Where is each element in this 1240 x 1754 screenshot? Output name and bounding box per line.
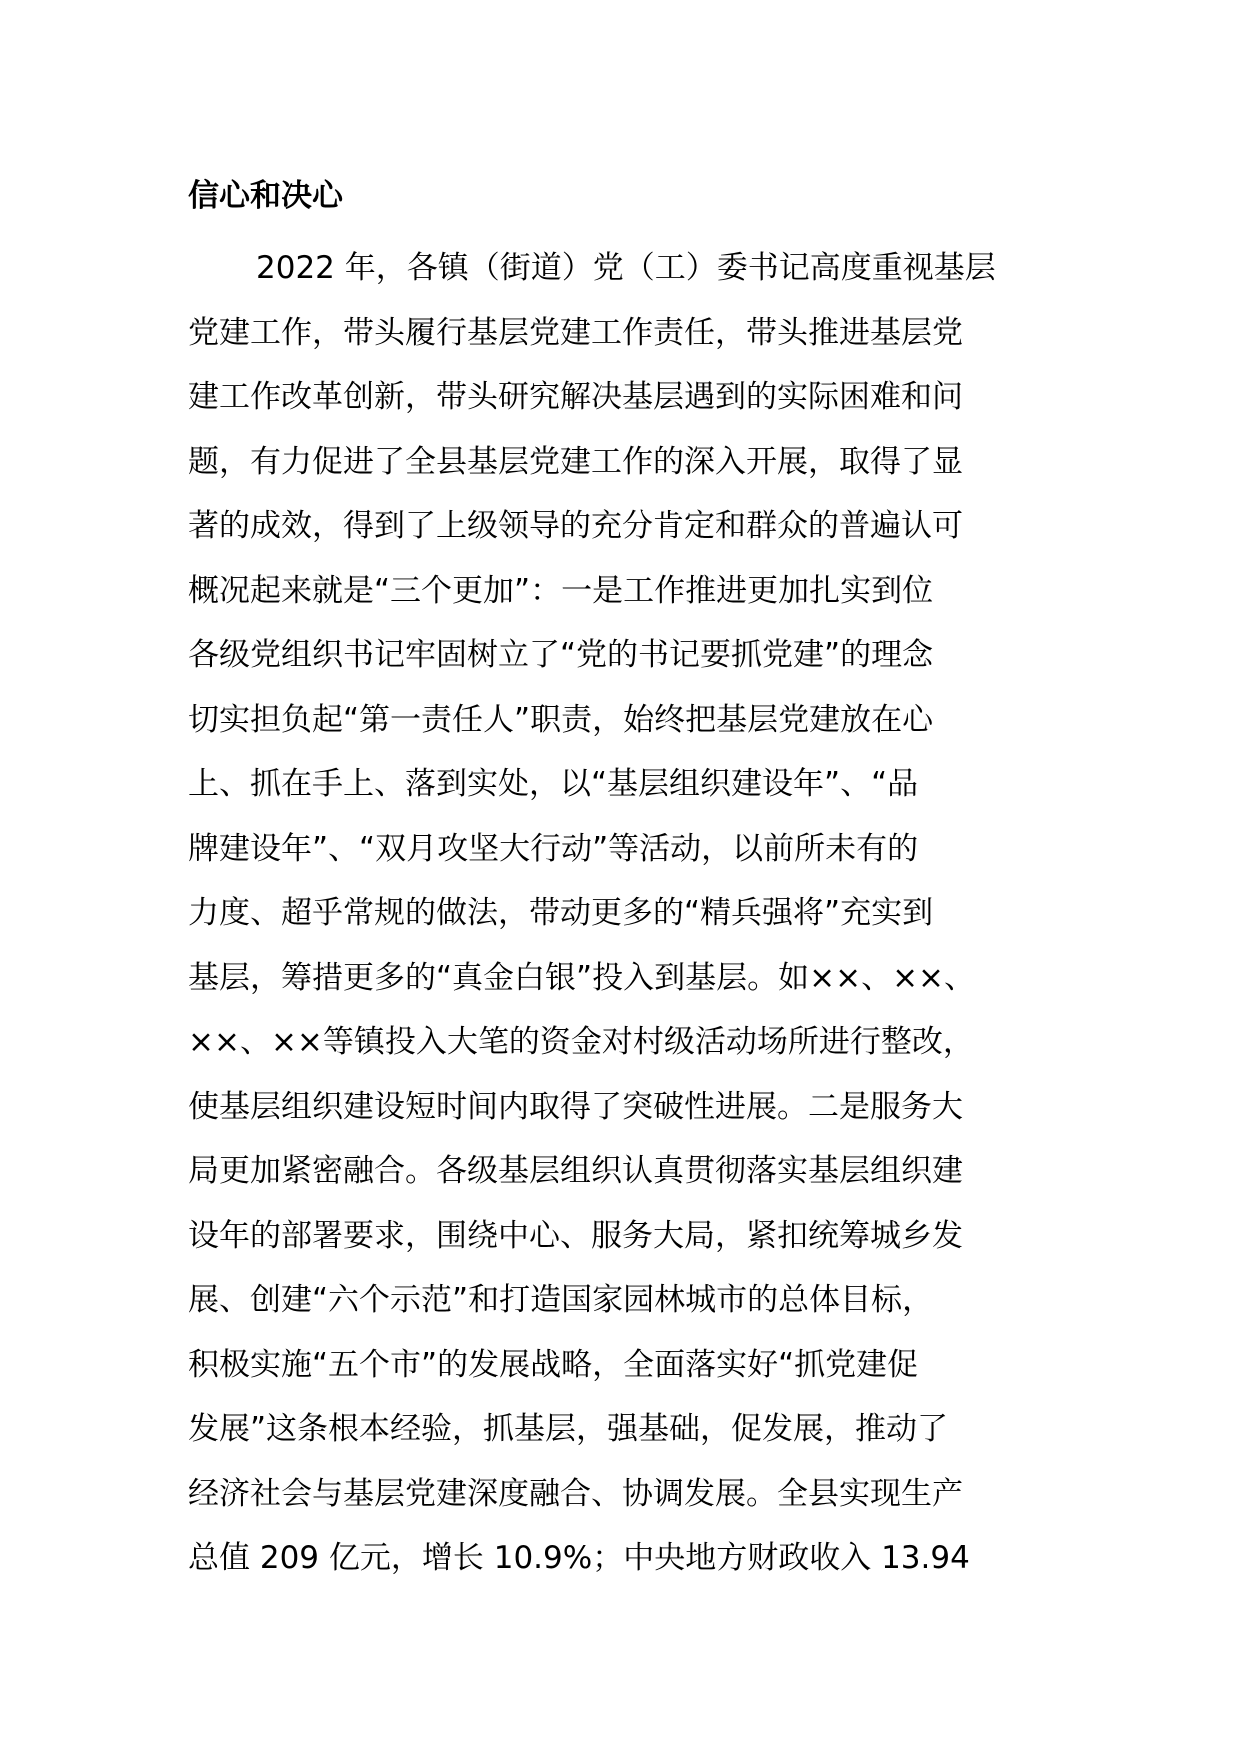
paragraph-line: 党建工作，带头履行基层党建工作责任，带头推进基层党 xyxy=(188,314,963,351)
paragraph-line: 总值 209 亿元，增长 10.9%；中央地方财政收入 13.94 xyxy=(188,1540,970,1576)
paragraph-line: 题，有力促进了全县基层党建工作的深入开展，取得了显 xyxy=(188,443,963,480)
paragraph-line: 基层，筹措更多的“真金白银”投入到基层。如××、××、 xyxy=(188,959,976,996)
paragraph-line: 各级党组织书记牢固树立了“党的书记要抓党建”的理念 xyxy=(188,637,934,673)
paragraph-line: 切实担负起“第一责任人”职责，始终把基层党建放在心 xyxy=(188,701,934,738)
paragraph-line: 经济社会与基层党建深度融合、协调发展。全县实现生产 xyxy=(188,1475,963,1512)
paragraph-line: 力度、超乎常规的做法，带动更多的“精兵强将”充实到 xyxy=(188,895,934,931)
paragraph-line: 2022 年，各镇（街道）党（工）委书记高度重视基层 xyxy=(256,250,996,286)
paragraph-line: 概况起来就是“三个更加”：一是工作推进更加扎实到位 xyxy=(188,572,934,609)
paragraph-line: 牌建设年”、“双月攻坚大行动”等活动，以前所未有的 xyxy=(188,830,919,867)
paragraph-line: 著的成效，得到了上级领导的充分肯定和群众的普遍认可 xyxy=(188,508,963,544)
paragraph-line: 发展”这条根本经验，抓基层，强基础，促发展，推动了 xyxy=(188,1411,949,1447)
paragraph-line: 使基层组织建设短时间内取得了突破性进展。二是服务大 xyxy=(188,1088,963,1125)
paragraph-line: 局更加紧密融合。各级基层组织认真贯彻落实基层组织建 xyxy=(188,1153,963,1189)
paragraph-line: 积极实施“五个市”的发展战略，全面落实好“抓党建促 xyxy=(188,1346,919,1383)
paragraph-line: 建工作改革创新，带头研究解决基层遇到的实际困难和问 xyxy=(188,379,963,415)
paragraph-line: 上、抓在手上、落到实处，以“基层组织建设年”、“品 xyxy=(188,766,919,802)
body-paragraph xyxy=(188,236,1068,1591)
paragraph-line: ××、××等镇投入大笔的资金对村级活动场所进行整改， xyxy=(188,1024,974,1060)
paragraph-line: 设年的部署要求，围绕中心、服务大局，紧扣统筹城乡发 xyxy=(188,1217,963,1254)
paragraph-line: 展、创建“六个示范”和打造国家园林城市的总体目标， xyxy=(188,1282,934,1318)
section-heading: 信心和决心 xyxy=(188,178,343,214)
